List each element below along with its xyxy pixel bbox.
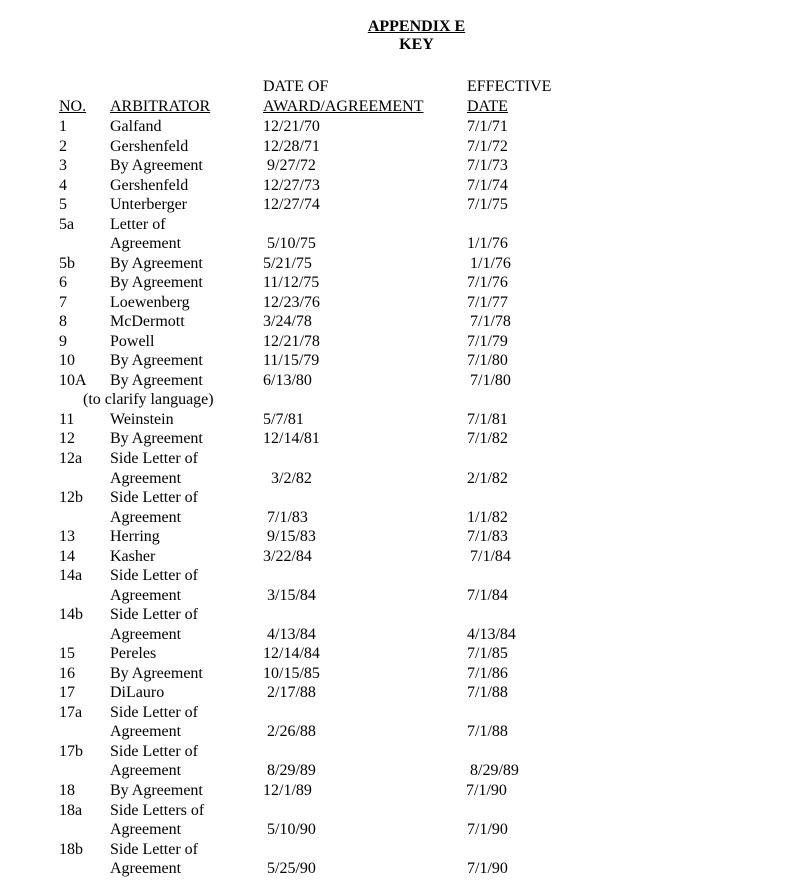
row-effective-date: 7/1/78 [470,313,511,331]
header-date-line1: DATE OF [263,78,329,95]
row-number: 6 [59,274,67,292]
row-number: 15 [59,645,75,663]
row-arbitrator: McDermott [110,313,185,331]
row-effective-date: 7/1/76 [467,274,508,292]
header-effective-line1: EFFECTIVE [467,78,552,95]
row-effective-date: 7/1/80 [470,371,511,389]
row-arbitrator: By Agreement [110,782,203,800]
row-effective-date: 7/1/75 [467,196,508,214]
row-arbitrator: Agreement [110,586,182,604]
row-arbitrator: Agreement [110,860,182,878]
row-award-date: 7/1/83 [267,508,308,526]
row-number: 1 [59,118,67,135]
row-arbitrator: Powell [110,332,155,350]
page-subtitle [0,36,801,54]
header-arbitrator: ARBITRATOR [110,98,211,115]
row-number: 9 [59,332,67,350]
row-arbitrator: Side Letters of [110,801,205,819]
row-arbitrator: By Agreement [110,157,203,175]
row-award-date: 12/1/89 [263,782,312,800]
row-number: 17a [59,703,83,721]
row-effective-date: 7/1/84 [467,586,508,604]
row-arbitrator: By Agreement [110,371,203,389]
row-arbitrator: Gershenfeld [110,137,189,155]
row-arbitrator: By Agreement [110,254,203,272]
row-number: 18 [59,782,75,800]
row-award-date: 9/27/72 [267,157,316,175]
row-award-date: 5/21/75 [263,254,312,272]
row-number: 12a [59,450,83,467]
row-effective-date: 7/1/74 [467,176,508,194]
row-effective-date: 7/1/88 [467,684,508,702]
row-note: (to clarify language) [83,391,214,409]
row-arbitrator: Gershenfeld [110,176,189,194]
row-effective-date: 4/13/84 [467,625,516,643]
row-effective-date: 7/1/80 [467,352,508,370]
row-arbitrator: Weinstein [110,410,174,428]
row-award-date: 3/2/82 [271,469,312,487]
row-arbitrator: Herring [110,528,160,546]
row-effective-date: 1/1/82 [467,508,508,526]
row-arbitrator: By Agreement [110,430,203,448]
row-award-date: 5/10/75 [267,235,316,253]
row-arbitrator: Side Letter of [110,450,198,467]
row-award-date: 8/29/89 [267,762,316,780]
header-no: NO. [59,98,87,115]
row-number: 14b [59,606,83,624]
row-arbitrator: Side Letter of [110,606,198,624]
row-effective-date: 7/1/85 [467,645,508,663]
row-award-date: 6/13/80 [263,371,312,389]
row-arbitrator: Galfand [110,118,162,135]
row-number: 17 [59,684,75,702]
row-award-date: 10/15/85 [263,664,320,682]
row-award-date: 12/14/84 [263,645,320,663]
row-effective-date: 7/1/90 [467,821,508,839]
row-award-date: 3/15/84 [267,586,316,604]
row-arbitrator: Letter of [110,215,166,233]
row-arbitrator: Agreement [110,723,182,741]
row-effective-date: 7/1/77 [467,293,508,311]
row-effective-date: 7/1/86 [467,664,508,682]
page-title [0,18,801,36]
row-effective-date: 7/1/90 [466,782,507,800]
row-number: 5a [59,215,75,233]
row-effective-date: 7/1/79 [467,332,508,350]
row-number: 10 [59,352,75,370]
row-number: 11 [59,410,75,428]
row-number: 18a [59,801,83,819]
row-effective-date: 7/1/72 [467,137,508,155]
row-arbitrator: By Agreement [110,274,203,292]
row-number: 7 [59,293,67,311]
row-award-date: 11/12/75 [263,274,320,292]
page-subtitle-text: KEY [399,36,434,53]
row-award-date: 12/21/78 [263,332,320,350]
row-arbitrator: Loewenberg [110,293,190,311]
row-effective-date: 1/1/76 [467,235,508,253]
row-arbitrator: Side Letter of [110,840,198,858]
row-effective-date: 8/29/89 [470,762,519,780]
row-award-date: 12/21/70 [263,118,320,135]
row-award-date: 12/27/73 [263,176,320,194]
row-number: 12b [59,489,83,507]
row-arbitrator: DiLauro [110,684,165,702]
row-number: 17b [59,742,83,760]
page-title-text: APPENDIX E [367,18,466,35]
header-effective-line2: DATE [467,98,508,115]
row-arbitrator: Side Letter of [110,567,198,585]
row-number: 13 [59,528,75,546]
row-award-date: 3/22/84 [263,547,312,565]
row-award-date: 9/15/83 [267,528,316,546]
row-arbitrator: Agreement [110,508,182,526]
row-arbitrator: Agreement [110,762,182,780]
row-number: 8 [59,313,67,331]
row-award-date: 2/17/88 [267,684,316,702]
row-number: 16 [59,664,75,682]
row-effective-date: 7/1/84 [470,547,511,565]
row-award-date: 12/27/74 [263,196,320,214]
row-arbitrator: Unterberger [110,196,187,214]
row-effective-date: 7/1/81 [467,410,508,428]
row-effective-date: 7/1/83 [467,528,508,546]
row-arbitrator: By Agreement [110,664,203,682]
row-award-date: 12/28/71 [263,137,320,155]
row-number: 14 [59,547,75,565]
row-number: 14a [59,567,83,585]
row-award-date: 2/26/88 [267,723,316,741]
row-award-date: 12/14/81 [263,430,320,448]
row-arbitrator: Pereles [110,645,157,663]
row-arbitrator: Side Letter of [110,703,198,721]
row-award-date: 5/7/81 [263,410,304,428]
row-arbitrator: Side Letter of [110,742,198,760]
row-number: 2 [59,137,67,155]
row-arbitrator: Agreement [110,821,182,839]
row-award-date: 4/13/84 [267,625,316,643]
row-arbitrator: Agreement [110,625,182,643]
row-number: 5 [59,196,67,214]
row-number: 3 [59,157,67,175]
row-award-date: 5/25/90 [267,860,316,878]
row-number: 10A [59,371,87,389]
row-effective-date: 7/1/90 [467,860,508,878]
row-number: 5b [59,254,75,272]
row-arbitrator: Kasher [110,547,156,565]
row-award-date: 12/23/76 [263,293,320,311]
row-effective-date: 7/1/71 [467,118,508,135]
row-award-date: 3/24/78 [263,313,312,331]
row-effective-date: 1/1/76 [470,254,511,272]
row-effective-date: 7/1/73 [467,157,508,175]
row-award-date: 11/15/79 [263,352,320,370]
row-arbitrator: Side Letter of [110,489,198,507]
row-number: 18b [59,840,83,858]
header-date-line2: AWARD/AGREEMENT [263,98,424,115]
row-arbitrator: Agreement [110,469,182,487]
row-arbitrator: By Agreement [110,352,203,370]
row-number: 12 [59,430,75,448]
row-effective-date: 2/1/82 [467,469,508,487]
row-arbitrator: Agreement [110,235,182,253]
row-effective-date: 7/1/82 [467,430,508,448]
row-effective-date: 7/1/88 [467,723,508,741]
row-number: 4 [59,176,67,194]
row-award-date: 5/10/90 [267,821,316,839]
